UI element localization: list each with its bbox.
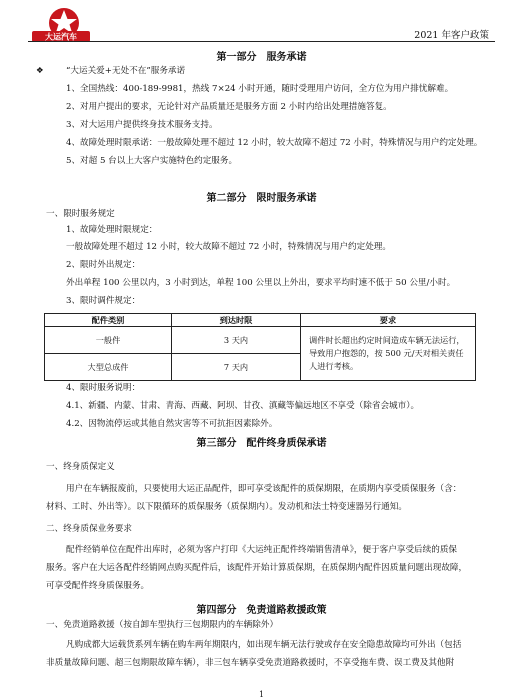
table-cell: 大型总成件 [45,354,172,381]
page-number: 1 [258,690,265,699]
part1-intro: “大运关爱+无处不在”服务承诺 [66,66,186,76]
diamond-bullet-icon: ❖ [36,66,44,76]
table-cell: 3 天内 [172,327,301,354]
page-header [0,0,523,46]
header-divider [28,41,495,42]
part3-heading: 第三部分 配件终身质保承诺 [196,438,327,449]
parts-time-limit-table [44,313,476,381]
section-title: 一、限时服务规定 [46,209,115,219]
part1-item: 1、全国热线：400-189-9981，热线 7×24 小时开通，随时受理用户访问，全方位为用户排忧解难。 [66,84,454,94]
table-cell-requirement: 调件时长超出约定时间造成车辆无法运行，导致用户抱怨的，按 500 元/天对相关责任人进行考核。 [301,327,476,381]
paragraph: 外出单程 100 公里以内，3 小时到达，单程 100 公里以上外出，要求平均时速不低于 50 公里/小时。 [66,278,456,288]
section-title: 一、终身质保定义 [46,462,115,472]
table-header-cell: 配件类别 [45,314,172,327]
part2-heading: 第二部分 限时服务承诺 [206,193,317,204]
section-title: 二、终身质保业务要求 [46,524,132,534]
table-header-cell: 到达时限 [172,314,301,327]
subsection-title: 3、限时调件规定： [66,296,141,306]
paragraph: 4.2、因物流停运或其他自然灾害等不可抗拒因素除外。 [66,419,278,429]
paragraph: 服务。客户在大运各配件经销网点购买配件后，该配件开始计算质保期，在质保期内配件因质量问题出现故障， [46,563,468,573]
paragraph: 配件经销单位在配件出库时，必须为客户打印《大运纯正配件终端销售清单》，便于客户享受后续的质保 [66,545,458,555]
paragraph: 可享受配件终身质保服务。 [46,581,150,591]
subsection-title: 1、故障处理时限规定： [66,225,158,235]
subsection-title: 2、限时外出规定： [66,260,141,270]
subsection-title: 4、限时服务说明： [66,383,141,393]
table-row [45,327,476,354]
paragraph: 一般故障处理不超过 12 小时，较大故障不超过 72 小时，特殊情况与用户约定处理。 [66,242,391,252]
part1-item: 3、对大运用户提供终身技术服务支持。 [66,120,218,130]
table-cell: 一般件 [45,327,172,354]
paragraph: 凡购成都大运载货系列车辆在购车两年期限内，如出现车辆无法行驶或存在安全隐患故障均可外出（包括 [66,640,462,650]
dayun-logo-icon [30,6,92,44]
table-header-row [45,314,476,327]
paragraph: 材料、工时、外出等）。以下限循环的质保服务（质保期内）。发动机和法士特变速器另行通知。 [46,502,407,512]
svg-text:大运汽车: 大运汽车 [45,32,77,42]
part4-heading: 第四部分 免责道路救援政策 [196,605,327,616]
paragraph: 4.1、新疆、内蒙、甘肃、青海、西藏、阿坝、甘孜、滇藏等偏远地区不享受（除省会城市）。 [66,401,420,411]
part1-heading: 第一部分 服务承诺 [216,52,307,63]
part1-item: 4、故障处理时限承诺：一般故障处理不超过 12 小时，较大故障不超过 72 小时，特殊情况与用户约定处理。 [66,138,483,148]
paragraph: 用户在车辆报废前，只要使用大运正品配件，即可享受该配件的质保期限，在质期内享受质保服务（含： [66,484,462,494]
part1-item: 2、对用户提出的要求，无论针对产品质量还是服务方面 2 小时内给出处理措施答复。 [66,102,392,112]
section-title: 一、免责道路救援（按自卸车型执行三包期限内的车辆除外） [46,620,279,630]
part1-item: 5、对超 5 台以上大客户实施特色约定服务。 [66,156,238,166]
header-title: 2021 年客户政策 [414,30,489,41]
paragraph: 非质量故障问题、超三包期限故障车辆），非三包车辆享受免责道路救援时，不享受拖车费、误工费及其他附 [46,658,455,668]
table-header-cell: 要求 [301,314,476,327]
table-cell: 7 天内 [172,354,301,381]
